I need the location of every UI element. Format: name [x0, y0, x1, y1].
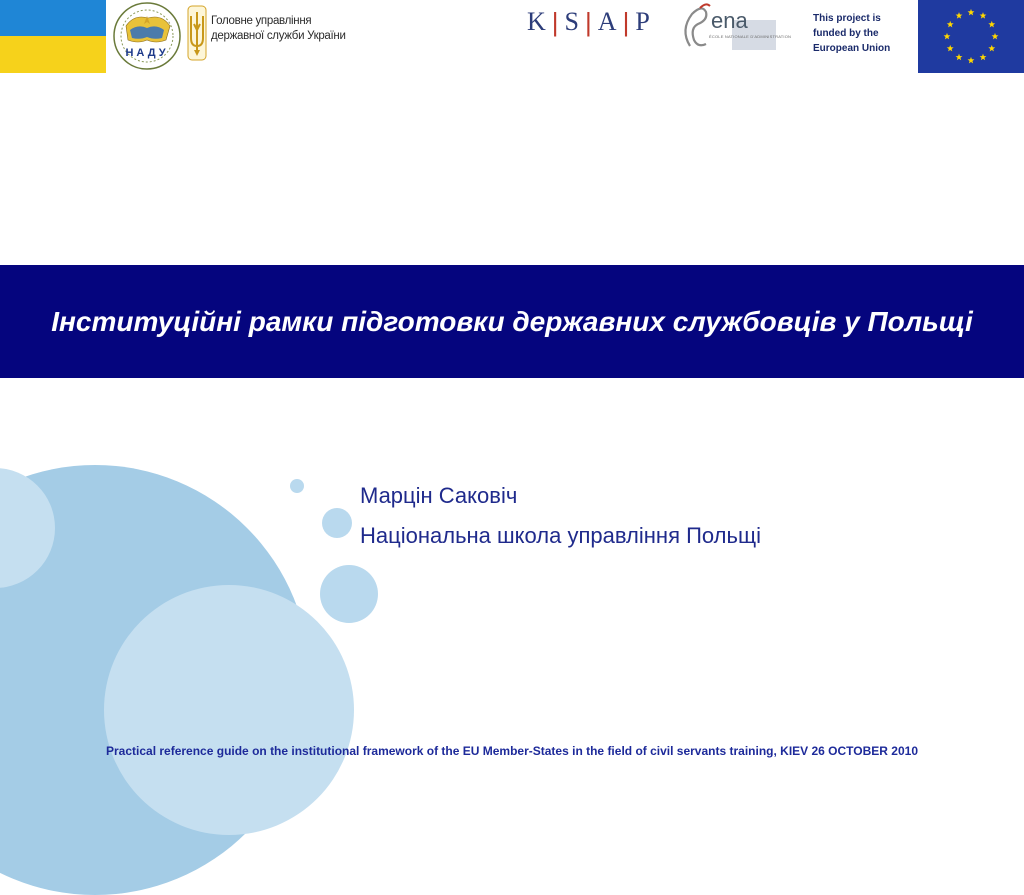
- institution-name: Національна школа управління Польщі: [360, 523, 761, 548]
- nadu-logo: [108, 0, 186, 73]
- gov-caption-line1: Головне управління: [211, 15, 312, 27]
- title-band: [0, 265, 1024, 378]
- gov-caption-line2: державної служби України: [211, 30, 346, 42]
- eu-flag: [918, 0, 1024, 73]
- ena-subtitle: ÉCOLE NATIONALE D'ADMINISTRATION: [709, 34, 792, 39]
- ukraine-flag-blue: [0, 0, 106, 36]
- ksap-separator: |: [585, 6, 593, 37]
- ksap-letter-k: K: [527, 7, 547, 36]
- gov-service-caption: [211, 14, 346, 44]
- ksap-letter-s: S: [564, 7, 581, 36]
- nadu-logo-text: НАДУ: [125, 47, 169, 59]
- ukraine-flag: [0, 0, 106, 73]
- ukraine-flag-yellow: [0, 36, 106, 73]
- decor-dot-medium: [322, 508, 352, 538]
- ksap-letter-a: A: [597, 7, 618, 36]
- decor-dot-large: [320, 565, 378, 623]
- ksap-letter-p: P: [635, 7, 651, 36]
- ksap-logo: [527, 7, 651, 37]
- trident-emblem-icon: [186, 2, 208, 64]
- ksap-separator: |: [622, 6, 631, 37]
- footer-caption: Practical reference guide on the institutional framework of the EU Member-States in the field of civil servants training, KIEV 26 OCTOBER 2010: [106, 744, 918, 758]
- subtitle-block: [360, 476, 761, 556]
- author-name: Марцін Саковіч: [360, 483, 518, 508]
- decor-dot-small: [290, 479, 304, 493]
- decor-circle-lower: [104, 585, 354, 835]
- eu-funding-note: This project is funded by the European Union: [813, 13, 891, 54]
- ksap-separator: |: [551, 6, 560, 37]
- slide-title: Інституційні рамки підготовки державних службовців у Польщі: [51, 305, 973, 337]
- ena-wordmark: ena: [711, 8, 748, 33]
